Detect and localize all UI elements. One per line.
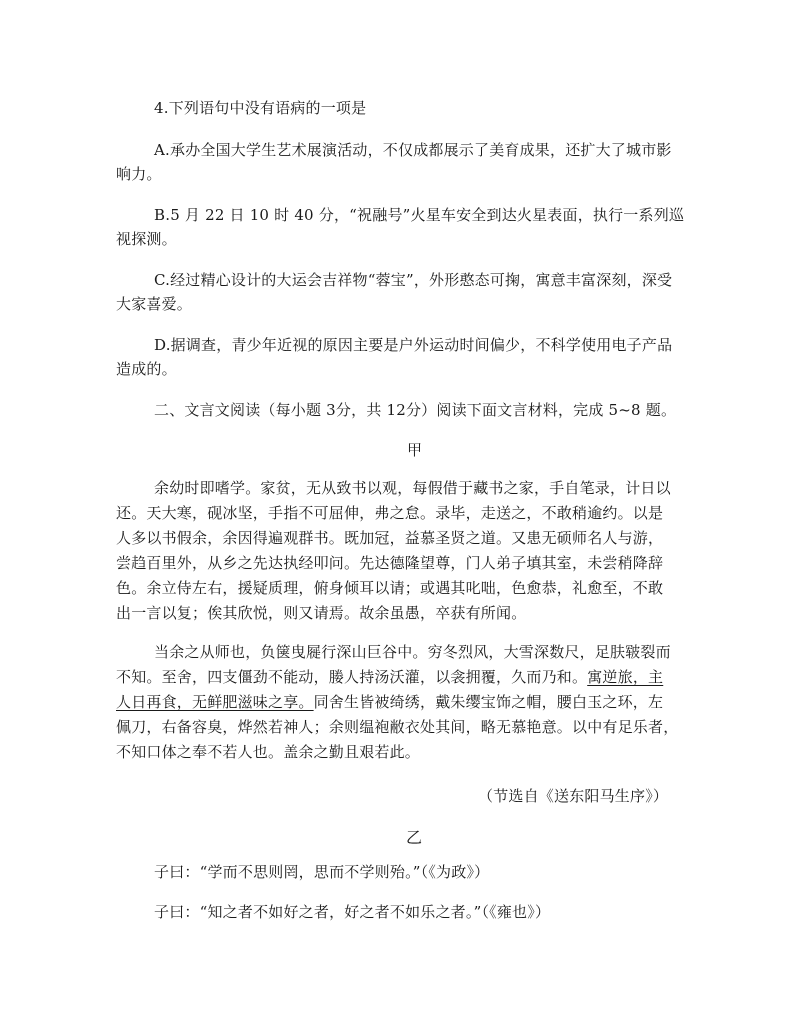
underlined-sentence-part1: 寓逆旅，主: [587, 668, 664, 686]
option-b-line1: B.5 月 22 日 10 时 40 分，“祝融号”火星车安全到达火星表面，执行一系列巡: [154, 206, 685, 224]
option-d-line2: 造成的。: [116, 360, 177, 378]
option-a-line1: A.承办全国大学生艺术展演活动，不仅成都展示了美育成果，还扩大了城市影: [154, 141, 672, 159]
passage-jia-p1-line4: 尝趋百里外，从乡之先达执经叩问。先达德隆望尊，门人弟子填其室，未尝稍降辞: [116, 554, 664, 572]
option-d-line1: D.据调查，青少年近视的原因主要是户外运动时间偏少，不科学使用电子产品: [154, 336, 673, 354]
passage-jia-p1-line2: 还。天大寒，砚冰坚，手指不可屈伸，弗之怠。录毕，走送之，不敢稍逾约。以是: [116, 504, 664, 522]
passage-jia-p2-line2-plain: 不知。至舍，四支僵劲不能动，媵人持汤沃灌，以衾拥覆，久而乃和。: [116, 668, 588, 686]
passage-jia-p2-line5: 不知口体之奉不若人也。盖余之勤且艰若此。: [116, 743, 421, 761]
option-c-line1: C.经过精心设计的大运会吉祥物“蓉宝”，外形憨态可掬，寓意丰富深刻，深受: [154, 271, 673, 289]
passage-jia-p2-line2: [116, 667, 663, 687]
question-4-stem: 4.下列语句中没有语病的一项是: [154, 99, 367, 117]
passage-yi-title: 乙: [406, 828, 423, 847]
passage-yi-quote1: 子曰：“学而不思则罔，思而不学则殆。”（《为政》）: [154, 863, 490, 881]
passage-jia-p2-line3: [116, 692, 663, 712]
passage-jia-p1-line5: 色。余立侍左右，援疑质理，俯身倾耳以请；或遇其叱咄，色愈恭，礼愈至，不敢: [116, 579, 664, 597]
passage-jia-p2-line4: 佩刀，右备容臭，烨然若神人；余则缊袍敝衣处其间，略无慕艳意。以中有足乐者，: [116, 718, 679, 736]
passage-jia-source: （节选自《送东阳马生序》）: [478, 787, 669, 805]
passage-jia-p2-line3-plain: 同舍生皆被绮绣，戴朱缨宝饰之帽，腰白玉之环，左: [313, 693, 664, 711]
passage-jia-p1-line3: 人多以书假余，余因得遍观群书。既加冠，益慕圣贤之道。又患无硕师名人与游，: [116, 529, 664, 547]
passage-jia-p1-line1: 余幼时即嗜学。家贫，无从致书以观，每假借于藏书之家，手自笔录，计日以: [154, 479, 671, 497]
passage-jia-p2-line1: 当余之从师也，负箧曳屣行深山巨谷中。穷冬烈风，大雪深数尺，足肤皲裂而: [154, 643, 671, 661]
passage-yi-quote2: 子曰：“知之者不如好之者，好之者不如乐之者。”（《雍也》）: [154, 903, 551, 921]
passage-jia-p1-line6: 出一言以复；俟其欣悦，则又请焉。故余虽愚，卒获有所闻。: [116, 604, 527, 622]
section-2-heading: 二、文言文阅读（每小题 3分，共 12分）阅读下面文言材料，完成 5~8 题。: [154, 401, 677, 419]
underlined-sentence-part2: 人日再食，无鲜肥滋味之享。: [116, 693, 314, 711]
option-c-line2: 大家喜爱。: [116, 295, 193, 313]
passage-jia-title: 甲: [407, 441, 423, 459]
option-b-line2: 视探测。: [116, 230, 177, 248]
option-a-line2: 响力。: [116, 165, 162, 183]
